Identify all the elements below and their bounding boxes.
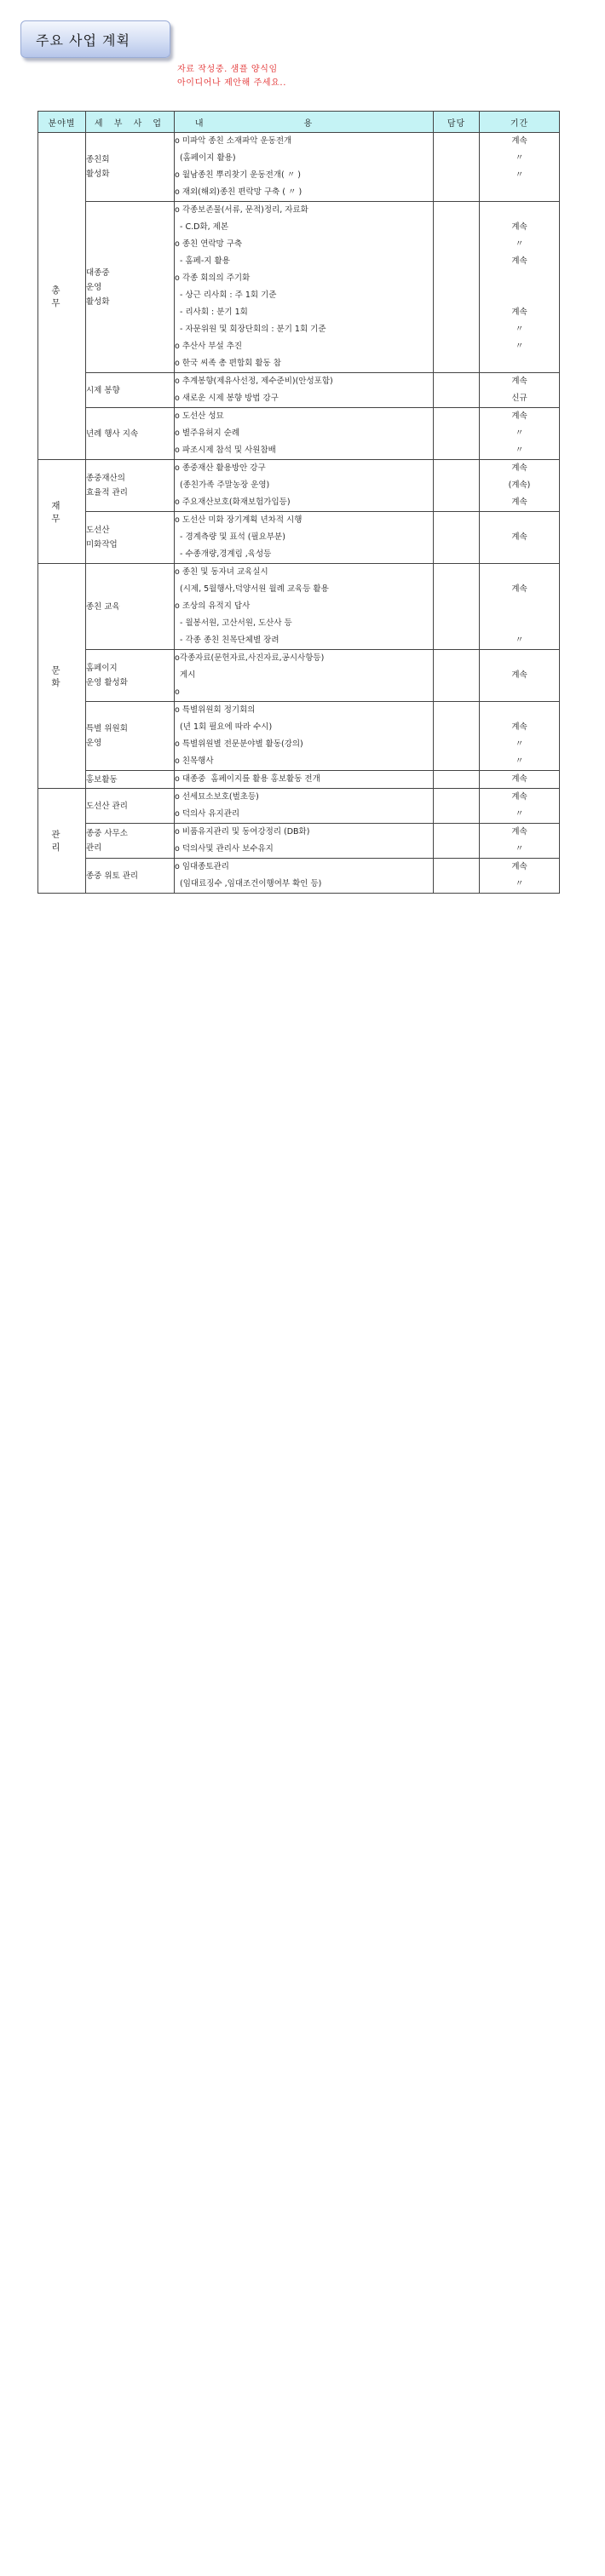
table-row [38, 650, 560, 702]
period-line: 〃 [515, 844, 524, 854]
area-cell: 재 무 [38, 460, 86, 564]
content-line: o 도선산 성묘 [175, 411, 224, 421]
content-line: (시제, 5월행사,덕양서원 월례 교육등 활용 [175, 584, 329, 594]
header-content: 내용 [175, 112, 434, 133]
area-cell: 문 화 [38, 564, 86, 789]
owner-cell [434, 564, 480, 650]
period-line: 〃 [515, 756, 524, 766]
period-cell [480, 859, 560, 894]
period-line: 〃 [515, 153, 524, 163]
period-line: 계속 [511, 308, 527, 317]
period-line: 계속 [511, 722, 527, 732]
period-line: 계속 [511, 670, 527, 680]
table-row [38, 859, 560, 894]
business-cell [86, 564, 175, 650]
period-cell [480, 133, 560, 202]
period-line: 〃 [515, 342, 524, 351]
content-line: o 주요재산보호(화재보험가입등) [175, 497, 291, 507]
business-line: 종친회 [86, 155, 110, 164]
period-cell [480, 824, 560, 859]
content-line: 게시 [175, 670, 196, 680]
period-line [480, 684, 559, 701]
content-line: o 덕의사및 관리사 보수유지 [175, 844, 274, 854]
period-cell [480, 771, 560, 789]
content-line: o 특별위원회 정기회의 [175, 705, 256, 715]
content-line: - 각종 종친 친목단체별 장려 [175, 635, 279, 645]
period-line [480, 546, 559, 563]
business-line: 도선산 관리 [86, 801, 128, 811]
content-line: o 별주유허지 순례 [175, 428, 240, 438]
business-cell [86, 789, 175, 824]
notice [177, 63, 286, 90]
period-line: 〃 [515, 879, 524, 888]
business-plan-table [37, 111, 560, 894]
period-line: 계속 [511, 532, 527, 542]
business-cell [86, 512, 175, 564]
owner-cell [434, 650, 480, 702]
business-cell [86, 824, 175, 859]
business-line: 종친 교육 [86, 601, 120, 612]
period-line: 계속 [511, 411, 527, 421]
business-cell [86, 702, 175, 771]
owner-cell [434, 373, 480, 408]
content-line: (년 1회 필요에 따라 수시) [175, 722, 273, 732]
period-cell [480, 408, 560, 460]
business-line: 운영 활성화 [86, 678, 128, 687]
table-row [38, 789, 560, 824]
business-cell [86, 859, 175, 894]
content-line: o 재외(해외)종친 편락망 구축 ( 〃 ) [175, 187, 302, 197]
business-cell [86, 202, 175, 373]
content-line: o 종중재산 활용방안 강구 [175, 463, 266, 473]
area-cell: 관 리 [38, 789, 86, 894]
period-line: 계속 [511, 862, 527, 871]
business-line: 운영 [86, 282, 102, 292]
owner-cell [434, 512, 480, 564]
period-line: 〃 [515, 739, 524, 749]
content-line: o 조상의 유적지 답사 [175, 601, 251, 611]
period-line: 〃 [515, 446, 524, 455]
business-line: 시제 봉향 [86, 385, 120, 395]
content-line: - 자문위원 및 회장단회의 : 분기 1회 기준 [175, 325, 326, 334]
content-cell [175, 512, 434, 564]
period-line: 〃 [515, 635, 524, 645]
business-cell [86, 771, 175, 789]
business-line: 활성화 [86, 170, 110, 179]
content-line: o 종친 연락망 구축 [175, 239, 243, 249]
business-cell [86, 460, 175, 512]
period-line [480, 564, 559, 581]
content-line: - 리사회 : 분기 1회 [175, 308, 248, 317]
period-line [480, 355, 559, 372]
content-line: - 경계측량 및 표석 (필요부분) [175, 532, 285, 542]
table-row [38, 512, 560, 564]
business-line: 종중 위토 관리 [86, 871, 139, 881]
table-row [38, 202, 560, 373]
table-row [38, 460, 560, 512]
period-line: 계속 [511, 377, 527, 386]
content-cell [175, 824, 434, 859]
business-line: 활성화 [86, 296, 110, 307]
business-line: 미화작업 [86, 540, 118, 549]
header-area: 분야별 [38, 112, 86, 133]
content-cell [175, 650, 434, 702]
content-cell [175, 859, 434, 894]
content-line: (임대료징수 ,임대조건이행여부 확인 등) [175, 879, 322, 888]
content-line: (종친가족 주말농장 운영) [175, 480, 270, 490]
business-line: 홍보활동 [86, 774, 118, 785]
business-line: 종중 사무소 [86, 829, 128, 838]
content-line: o각종자료(문헌자료,사진자료,공시사항등) [175, 653, 325, 663]
owner-cell [434, 702, 480, 771]
owner-cell [434, 408, 480, 460]
period-cell [480, 702, 560, 771]
header-period: 기간 [480, 112, 560, 133]
content-line: o 친목행사 [175, 756, 214, 766]
period-cell [480, 460, 560, 512]
period-cell [480, 373, 560, 408]
content-cell [175, 408, 434, 460]
business-cell [86, 373, 175, 408]
table-body [38, 133, 560, 894]
period-line: 계속 [511, 774, 527, 784]
content-line: o 임대종토관리 [175, 862, 229, 871]
content-cell [175, 702, 434, 771]
period-line: 계속 [511, 792, 527, 802]
content-cell [175, 133, 434, 202]
table-row [38, 564, 560, 650]
period-cell [480, 789, 560, 824]
content-line: o 선세묘소보호(벌초등) [175, 792, 259, 802]
table-header-row [38, 112, 560, 133]
business-cell [86, 133, 175, 202]
business-line: 대종중 [86, 267, 110, 278]
content-line: - 수종개량,경계림 ,육성등 [175, 549, 272, 559]
period-line [480, 615, 559, 632]
content-line: o 비품유지관리 및 동여강정리 (DB화) [175, 827, 310, 837]
content-line: o 한국 씨족 총 편합회 활동 참 [175, 359, 281, 368]
period-line [480, 702, 559, 719]
period-line: 신규 [511, 394, 527, 403]
business-line: 년례 행사 지속 [86, 428, 139, 439]
owner-cell [434, 460, 480, 512]
period-line: (계속) [508, 480, 531, 490]
period-line: 〃 [515, 239, 524, 249]
business-cell [86, 408, 175, 460]
business-line: 홈페이지 [86, 664, 118, 673]
content-line: o 종친 및 동자녀 교육실시 [175, 567, 268, 577]
period-line [480, 512, 559, 529]
period-line: 계속 [511, 222, 527, 232]
content-line: - 상근 리사회 : 주 1회 기준 [175, 290, 277, 300]
period-line [480, 202, 559, 219]
period-line [480, 184, 559, 201]
header-owner: 담당 [434, 112, 480, 133]
content-line: o 추계봉향(제유사선정, 제수준비)(안성포함) [175, 377, 333, 386]
business-line: 특별 위원회 [86, 724, 128, 733]
owner-cell [434, 202, 480, 373]
business-line: 종중재산의 [86, 474, 125, 483]
content-line: o 각종보존물(서류, 문적)정리, 자료화 [175, 205, 308, 215]
page-title: 주요 사업 계획 [36, 32, 130, 49]
period-cell [480, 512, 560, 564]
period-cell [480, 564, 560, 650]
content-line: o 도선산 미화 장기계획 년차적 시행 [175, 515, 302, 525]
period-line [480, 650, 559, 667]
owner-cell [434, 133, 480, 202]
content-line: o 추산사 부설 추진 [175, 342, 243, 351]
notice-line: 아이디어나 제안해 주세요.. [177, 78, 286, 88]
content-line: - 홈페-지 활용 [175, 256, 230, 266]
content-line: (홈페이지 활용) [175, 153, 236, 163]
content-line: o 미파악 종친 소재파악 운동전개 [175, 136, 292, 146]
period-line: 계속 [511, 827, 527, 837]
area-cell: 총 무 [38, 133, 86, 460]
table-row [38, 373, 560, 408]
content-line: o 월남종친 뿌리찾기 운동전개( 〃 ) [175, 170, 301, 180]
period-cell [480, 650, 560, 702]
period-line: 계속 [511, 256, 527, 266]
period-line: 계속 [511, 136, 527, 146]
content-cell [175, 373, 434, 408]
owner-cell [434, 824, 480, 859]
business-line: 도선산 [86, 526, 110, 535]
table-row [38, 702, 560, 771]
period-line: 〃 [515, 428, 524, 438]
period-line: 〃 [515, 325, 524, 334]
period-line: 〃 [515, 809, 524, 819]
period-line [480, 287, 559, 304]
period-line: 계속 [511, 584, 527, 594]
content-line: o 각종 회의의 주기화 [175, 273, 251, 283]
content-line: - C.D화, 제본 [175, 222, 229, 232]
period-cell [480, 202, 560, 373]
content-cell [175, 460, 434, 512]
content-cell [175, 789, 434, 824]
content-cell [175, 564, 434, 650]
content-line: o 파조시제 참석 및 사원참배 [175, 446, 276, 455]
header-business: 세 부 사 업 [86, 112, 175, 133]
content-line: o [175, 687, 180, 697]
content-line: o 새로운 시제 봉향 방법 강구 [175, 394, 279, 403]
table-row [38, 408, 560, 460]
page-title-box [20, 20, 170, 58]
table-row [38, 133, 560, 202]
owner-cell [434, 771, 480, 789]
owner-cell [434, 789, 480, 824]
business-line: 효율적 관리 [86, 488, 128, 497]
content-line: o 특별위원별 전문분야별 활동(강의) [175, 739, 303, 749]
period-line [480, 598, 559, 615]
business-cell [86, 650, 175, 702]
content-cell [175, 202, 434, 373]
business-line: 운영 [86, 739, 102, 748]
owner-cell [434, 859, 480, 894]
notice-line: 자료 작성중. 샘플 양식임 [177, 65, 278, 74]
period-line: 계속 [511, 463, 527, 473]
content-line: o 덕의사 유지관리 [175, 809, 240, 819]
business-line: 관리 [86, 843, 102, 853]
content-line: - 월봉서원, 고산서원, 도산사 등 [175, 618, 292, 628]
period-line [480, 270, 559, 287]
period-line: 〃 [515, 170, 524, 180]
period-line: 계속 [511, 497, 527, 507]
content-cell [175, 771, 434, 789]
table-row [38, 771, 560, 789]
content-line: o 대종중 홈페이지를 활용 홍보활동 전개 [175, 774, 320, 784]
table-row [38, 824, 560, 859]
